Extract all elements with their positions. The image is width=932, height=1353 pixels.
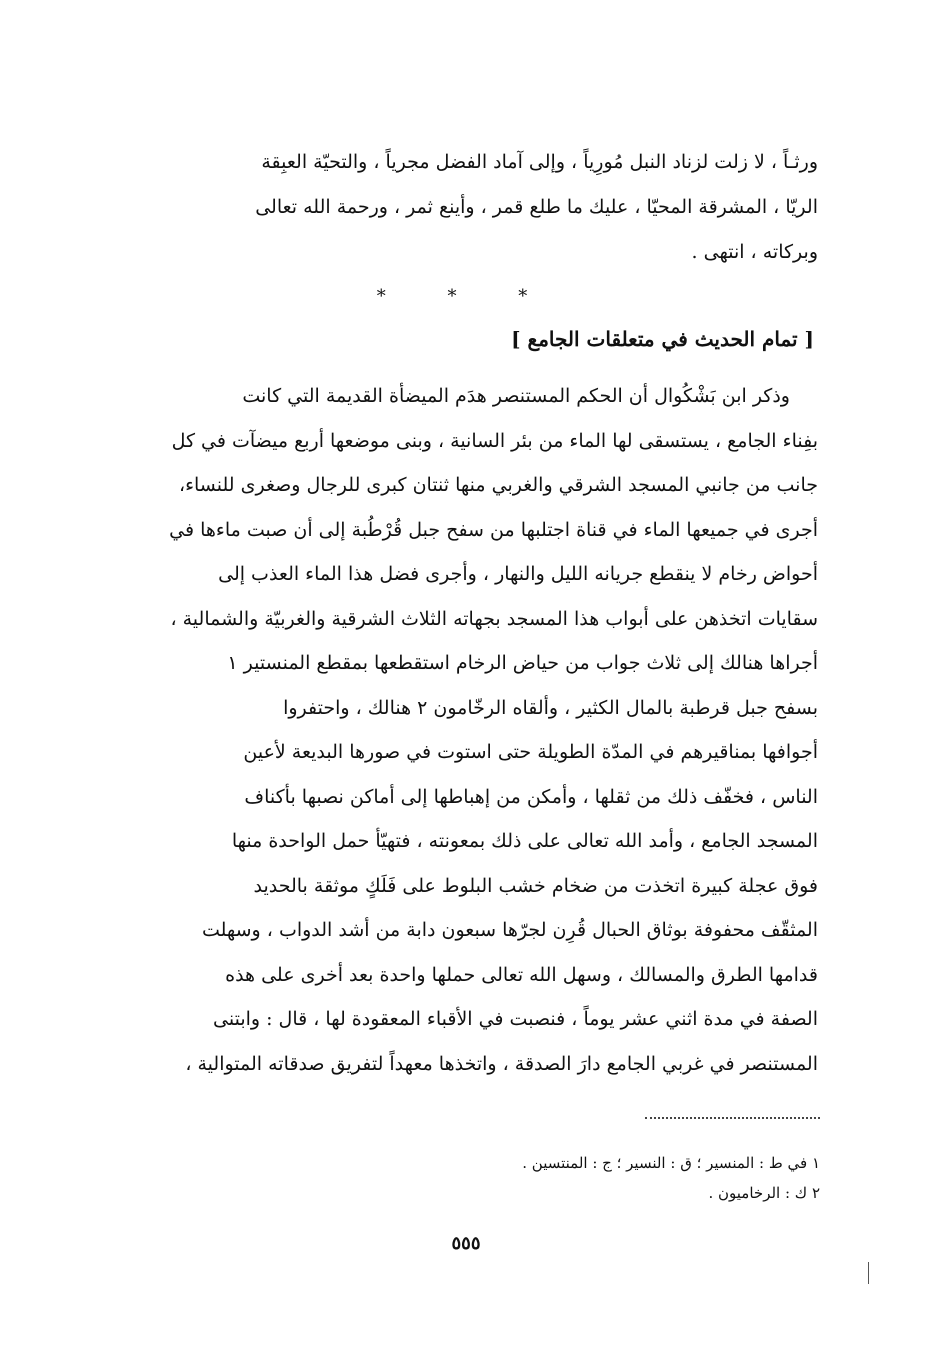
margin-mark [868,1262,869,1284]
text-line: المستنصر في غربي الجامع دارَ الصدقة ، واتخذها معهداً لتفريق صدقاته المتوالية ، [185,1052,818,1075]
footnote-item: ١ في ط : المنسير ؛ ق : النسير ؛ ج : المنتسين . [522,1154,820,1172]
section-heading: [ تمام الحديث في متعلقات الجامع ] [511,327,814,351]
text-line: المثقّف محفوفة بوثاق الحبال قُرِن لجرّها سبعون دابة من أشد الدواب ، وسهلت [201,919,818,941]
text-line: أجرى في جميعها الماء في قناة اجتلبها من سفح جبل قُرْطُبة إلى أن صبت ماءها في [169,518,818,541]
text-line: وبركاته ، انتهى . [691,241,818,263]
text-line: أحواض رخام لا ينقطع جريانه الليل والنهار ، وأجرى فضل هذا الماء العذب إلى [218,563,818,585]
text-line: الناس ، فخفّف ذلك من ثقلها ، وأمكن من إهباطها إلى أماكن نصبها بأكناف [244,785,818,808]
text-line: أجوافها بمناقيرهم في المدّة الطويلة حتى استوت في صورها البديعة لأعين [243,741,818,763]
footnote-item: ٢ ك : الرخاميون . [708,1184,820,1202]
main-paragraph [118,374,818,1086]
text-line: جانب من جانبي المسجد الشرقي والغربي منها ثنتان كبرى للرجال وصغرى للنساء، [178,474,818,496]
text-line: بسفح جبل قرطبة بالمال الكثير ، وألقاه الرخّامون ٢ هنالك ، واحتفروا [283,696,818,719]
text-line: الصفة في مدة اثني عشر يوماً ، فنصبت في الأقباء المعقودة لها ، قال : وابتنى [213,1008,818,1030]
text-line: أجراها هنالك إلى ثلاث جواب من حياض الرخام استقطعها بمقطع المنستير ١ [227,652,818,674]
continued-paragraph [118,140,818,275]
text-line: بفِناء الجامع ، يستسقى لها الماء من بئر السانية ، وبنى موضعها أربع ميضآت في كل [171,429,818,452]
text-line: فوق عجلة كبيرة اتخذت من ضخام خشب البلوط على فَلَكٍ موثقة بالحديد [253,874,818,897]
page-number: ٥٥٥ [451,1233,481,1254]
text-line: قدامها الطرق والمسالك ، وسهل الله تعالى حملها واحدة بعد أخرى على هذه [225,963,818,986]
text-line: وذكر ابن بَشْكُوال أن الحكم المستنصر هدَم الميضأة القديمة التي كانت [242,385,790,407]
text-line: المسجد الجامع ، وأمد الله تعالى على ذلك بمعونته ، فتهيّأ حمل الواحدة منها [231,830,818,852]
text-line: الريّا ، المشرقة المحيّا ، عليك ما طلع قمر ، وأينع ثمر ، ورحمة الله تعالى [255,196,818,218]
footnotes [522,1148,820,1208]
section-separator: * * * [376,286,556,307]
text-line: سقايات اتخذهن على أبواب هذا المسجد بجهاته الثلاث الشرقية والغربيّة والشمالية ، [170,607,818,630]
text-line: ورثـاً ، لا زلت لزناد النبل مُورِياً ، وإلى آماد الفضل مجرياً ، والتحيّة العبِقة [261,151,818,173]
footnote-divider [645,1117,820,1119]
